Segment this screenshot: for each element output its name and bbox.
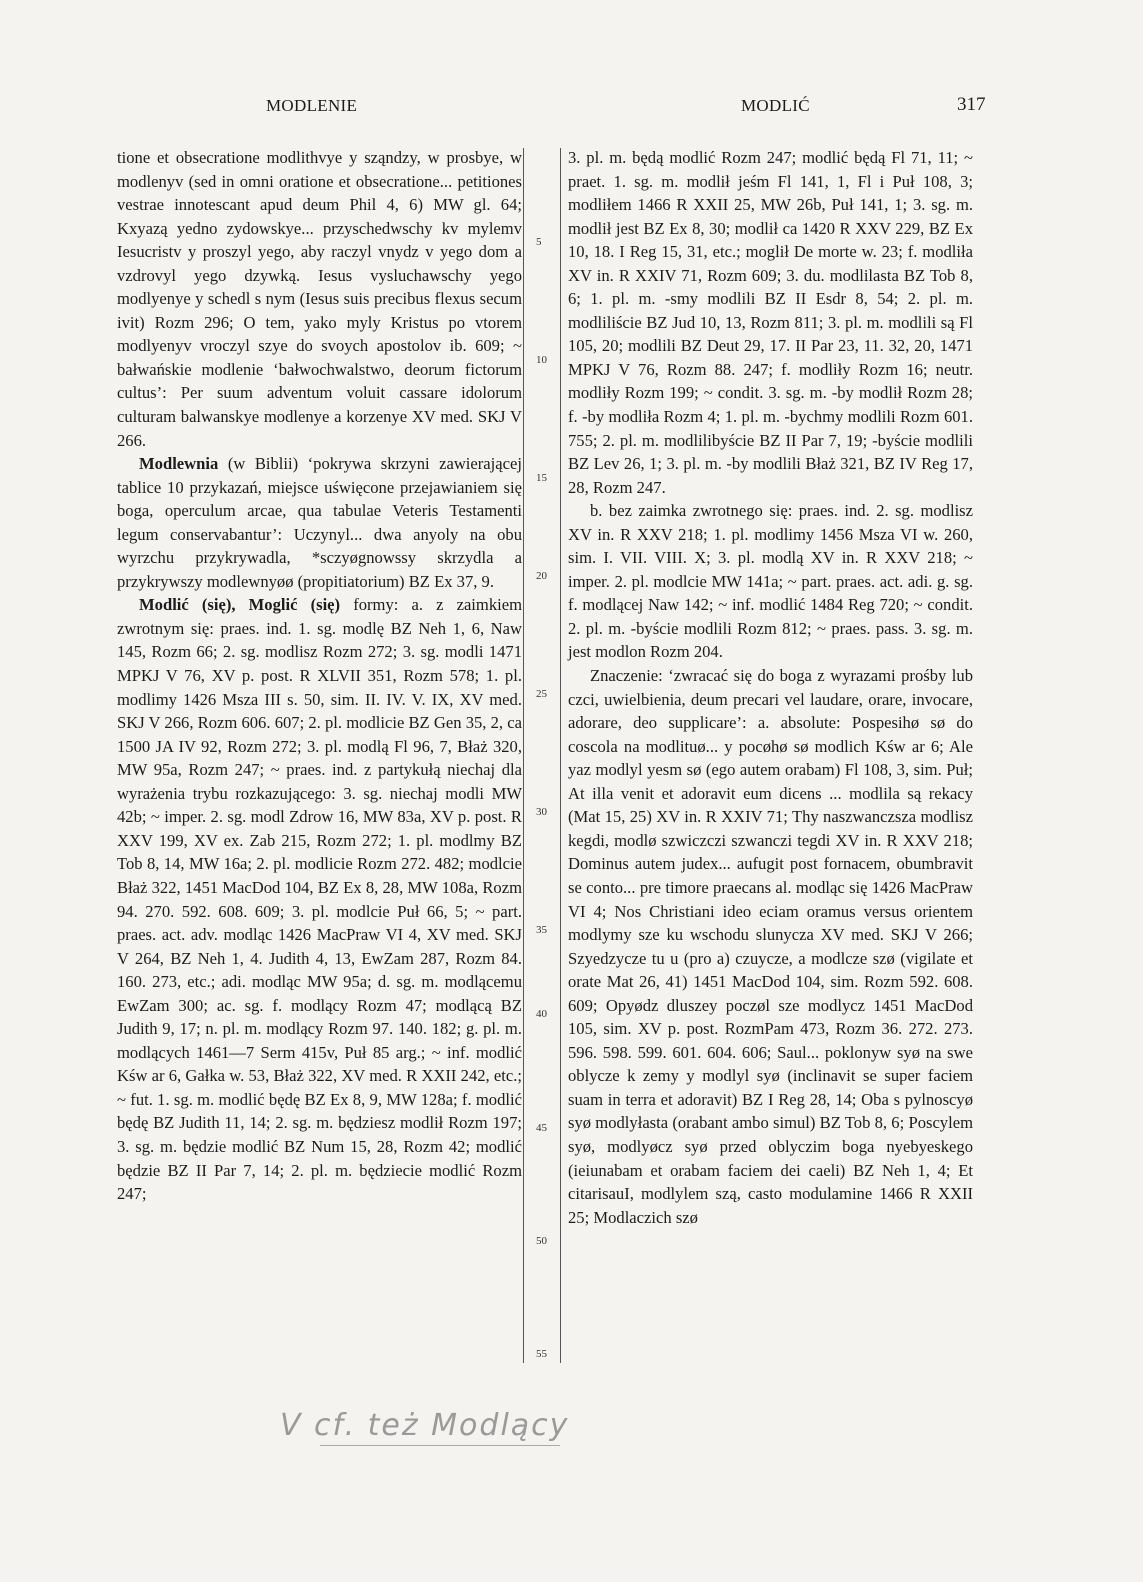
annotation-underline [320, 1445, 560, 1446]
line-number: 20 [536, 570, 547, 582]
line-number: 15 [536, 472, 547, 484]
paragraph: Znaczenie: ‘zwracać się do boga z wyrazami prośby lub czci, uwielbienia, deum precari vel laudare, orare, invocare, adorare, deo supplicare’: a. absolute: Pospesihø sø do coscola na modlituø... y pocøhø sø modlich Kśw ar 6; Ale yaz modlyl yesm sø (ego autem orabam) Fl 108, 3, sim. Puł; At illa venit et adoravit eum dicens ... modlila są rekacy (Mat 15, 25) XV in. R XXIV 71; Thy naszwanczsza modlisz kegdi, modlø szwiczczi szwanczi tegdi XV in. R XXV 218; Dominus autem judex... aufugit post fornacem, obumbravit se conto... pre timore praecans al. modląc się 1426 MacPraw VI 4; Nos Christiani ideo eciam oramus versus orientem modlymy sze ku wschodu slunycza XV med. SKJ V 266; Szyedzycze tu u (pro a) czuycze, a modlcze szø (vigilate et orate Mat 26, 41) 1451 MacDod 104, sim. Rozm 592. 608. 609; Opyødz dluszey poczøl sze modlycz 1451 MacDod 105, sim. XV p. post. RozmPam 473, Rozm 36. 272. 273. 596. 598. 599. 601. 604. 606; Saul... poklonyw syø na swe oblycze k zemy y modlyl syø (inclinavit se super faciem suam in terra et adoravit) BZ I Reg 28, 14; Oba s pylnoscyø syø modlyłasta (orabant ambo simul) BZ Tob 8, 6; Poscylem syø, modlyøcz syø przed oblyczim boga nyebyeskego (ieiunabam et orabam faciem dei caeli) BZ Neh 1, 4; Et citarisauI, modlylem szą, casto modulamine 1466 R XXII 25; Modlaczich szø [568, 666, 973, 1227]
entry-modlic [117, 593, 522, 1205]
line-number: 50 [536, 1235, 547, 1247]
line-number: 30 [536, 806, 547, 818]
paragraph: b. bez zaimka zwrotnego się: praes. ind. 2. sg. modlisz XV in. R XXV 218; 1. pl. modlimy 1456 Msza VI w. 260, sim. I. VII. VIII. X; 3. pl. modlą XV in. R XXV 218; ~ imper. 2. pl. modlcie MW 141a; ~ part. praes. act. adi. g. sg. f. modlącej Naw 142; ~ inf. modlić 1484 Reg 720; ~ condit. 2. pl. m. -byście modlili Rozm 812; ~ praes. pass. 3. sg. m. jest modlon Rozm 204. [568, 501, 973, 662]
column-rule-right [560, 148, 561, 1363]
page-header [0, 96, 1143, 120]
line-number: 25 [536, 688, 547, 700]
header-left-term: MODLENIE [266, 96, 358, 115]
line-number: 40 [536, 1008, 547, 1020]
entry-modlewnia [117, 452, 522, 593]
paragraph: 3. pl. m. będą modlić Rozm 247; modlić będą Fl 71, 11; ~ praet. 1. sg. m. modlił jeśm Fl 141, 1, Fl i Puł 108, 3; modliłem 1466 R XXII 25, MW 26b, Puł 141, 1; 3. sg. m. modlił jest BZ Ex 8, 30; modlił ca 1420 R XXV 229, BZ Ex 10, 18. I Reg 15, 31, etc.; moglił De morte w. 23; f. modliła XV in. R XXIV 71, Rozm 609; 3. du. modlilasta BZ Tob 8, 6; 1. pl. m. -smy modlili BZ II Esdr 8, 54; 2. pl. m. modliliście BZ Jud 10, 13, Rozm 811; 3. pl. m. modlili są Fl 105, 20; modlili BZ Deut 29, 17. II Par 23, 11. 32, 20, 1471 MPKJ V 76, Rozm 88. 247; f. modliły Rozm 16; neutr. modliły Rozm 199; ~ condit. 3. sg. m. -by modlił Rozm 28; f. -by modliła Rozm 4; 1. pl. m. -bychmy modlili Rozm 601. 755; 2. pl. m. modlilibyście BZ II Par 7, 19; -byście modlili BZ Lev 26, 1; 3. pl. m. -by modlili Błaż 321, BZ IV Reg 17, 28, Rozm 247. [568, 148, 973, 497]
entry-headword: Modlewnia [139, 454, 219, 474]
line-number: 55 [536, 1348, 547, 1360]
page-number: 317 [957, 94, 986, 115]
column-rule-left [523, 148, 524, 1363]
handwritten-annotation: V cf. też Modlący [280, 1408, 570, 1443]
header-right-term: MODLIĆ [741, 96, 810, 115]
right-column [568, 146, 973, 1229]
line-number: 35 [536, 924, 547, 936]
line-number: 5 [536, 236, 542, 248]
line-number: 45 [536, 1122, 547, 1134]
paragraph: tione et obsecratione modlithvye y sząndzy, w prosbye, w modlenyv (sed in omni oratione et obsecratione... petitiones vestrae innotescant apud deum Phil 4, 6) MW gl. 64; Kxyazą yedno zydowskye... przyschedwschy kv mylemv Iesucristv y proszyl yego, aby raczyl vnydz v yego dom a vzdrovyl yego dzywką. Iesus vysluchawschy yego modlyenye y schedl s nym (Iesus suis precibus flexus secum ivit) Rozm 296; O tem, yako myly Kristus po vtorem modlyenyv vroczyl szye do svoych apostolov ib. 609; ~ bałwańskie modlenie ‘bałwochwalstwo, deorum fictorum cultus’: Per suum adventum voluit cassare idolorum culturam balwanskye modlenye a korzenye XV med. SKJ V 266. [117, 148, 522, 450]
line-number: 10 [536, 354, 547, 366]
entry-headword: Modlić (się), Moglić (się) [139, 595, 341, 615]
entry-text: (w Biblii) ‘pokrywa skrzyni zawierającej tablice 10 przykazań, miejsce uświęcone przejawianiem się boga, operculum arcae, qua tabulae Veteris Testamenti legum conservabantur’: Uczynyl... dwa anyoly na obu wyrzchu przykrywadla, *sczyøgnowssy skrzydla a przykrywszy modlewnyøø (propitiatorium) BZ Ex 37, 9. [117, 454, 522, 591]
entry-text: formy: a. z zaimkiem zwrotnym się: praes. ind. 1. sg. modlę BZ Neh 1, 6, Naw 145, Rozm 66; 2. sg. modlisz Rozm 272; 3. sg. modli 1471 MPKJ V 76, XV p. post. R XLVII 351, Rozm 578; 1. pl. modlimy 1426 Msza III s. 50, sim. II. IV. V. IX, XV med. SKJ V 266, Rozm 606. 607; 2. pl. modlicie BZ Gen 35, 2, ca 1500 JA IV 92, Rozm 272; 3. pl. modlą Fl 96, 7, Błaż 320, MW 95a, Rozm 247; ~ praes. ind. z partykułą niechaj dla wyrażenia trybu rozkazującego: 3. sg. niechaj modli MW 42b; ~ imper. 2. sg. modl Zdrow 16, MW 83a, XV p. post. R XXV 199, XV ex. Zab 215, Rozm 272; 1. pl. modlmy BZ Tob 8, 14, MW 16a; 2. pl. modlicie Rozm 272. 482; modlcie Błaż 322, 1451 MacDod 104, BZ Ex 8, 28, MW 108a, Rozm 94. 270. 592. 608. 609; 3. pl. modlcie Puł 66, 5; ~ part. praes. act. adv. modląc 1426 MacPraw VI 4, XV med. SKJ V 264, BZ Neh 1, 4. Judith 4, 13, EwZam 287, Rozm 84. 160. 273, etc.; adi. modląc MW 95a; d. sg. m. modlącemu EwZam 300; ac. sg. f. modlący Rozm 47; modlącą BZ Judith 9, 17; n. pl. m. modlący Rozm 97. 140. 182; g. pl. m. modlących 1461—7 Serm 415v, Puł 85 arg.; ~ inf. modlić Kśw ar 6, Gałka w. 53, Błaż 322, XV med. R XXII 242, etc.; ~ fut. 1. sg. m. modlić będę BZ Ex 8, 9, MW 128a; f. modlić będę BZ Judith 11, 14; 2. sg. m. będziesz modlił Rozm 197; 3. sg. m. będzie modlić BZ Num 15, 28, Rozm 42; modlić będzie BZ II Par 7, 14; 2. pl. m. będziecie modlić Rozm 247; [117, 595, 523, 1204]
left-column [117, 146, 522, 1206]
